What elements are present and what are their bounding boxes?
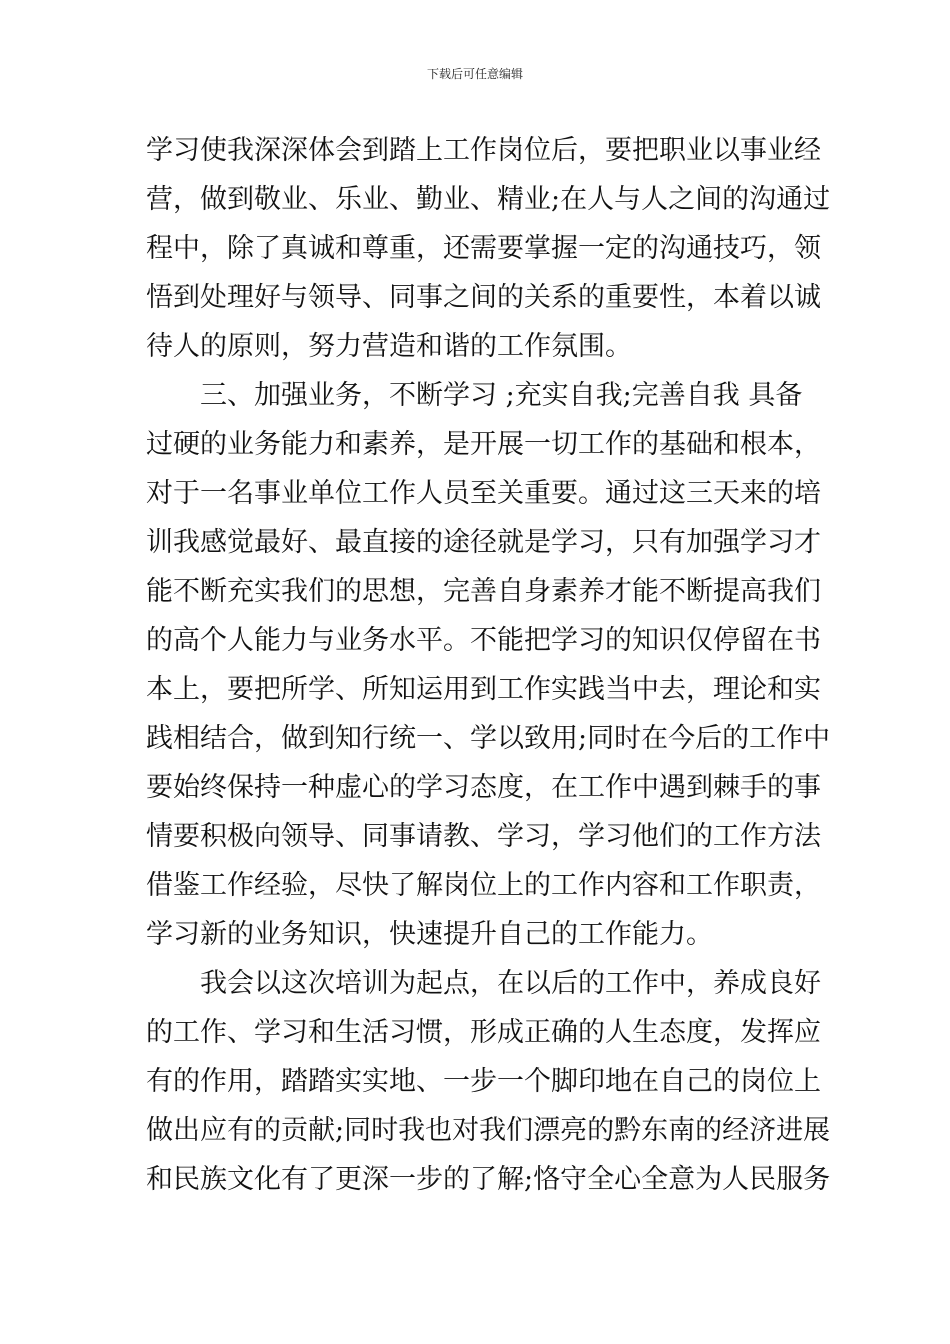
text-line: 和民族文化有了更深一步的了解;恪守全心全意为人民服务 [146,1164,831,1195]
paragraph-start-line: 三、加强业务，不断学习 ;充实自我;完善自我 具备 [200,380,803,411]
page-header: 下载后可任意编辑 [426,67,523,81]
text-line: 借鉴工作经验，尽快了解岗位上的工作内容和工作职责， [146,870,821,901]
text-line: 学习新的业务知识，快速提升自己的工作能力。 [146,919,713,950]
text-line: 的高个人能力与业务水平。不能把学习的知识仅停留在书 [146,625,821,656]
text-line: 待人的原则，努力营造和谐的工作氛围。 [146,331,632,362]
text-line: 做出应有的贡献;同时我也对我们漂亮的黔东南的经济进展 [146,1115,831,1146]
text-line: 营，做到敬业、乐业、勤业、精业;在人与人之间的沟通过 [146,184,831,215]
text-line: 践相结合，做到知行统一、学以致用;同时在今后的工作中 [146,723,831,754]
text-line: 训我感觉最好、最直接的途径就是学习，只有加强学习才 [146,527,821,558]
text-line: 悟到处理好与领导、同事之间的关系的重要性，本着以诚 [146,282,821,313]
text-line: 对于一名事业单位工作人员至关重要。通过这三天来的培 [146,478,821,509]
paragraph-start-line: 我会以这次培训为起点，在以后的工作中，养成良好 [200,968,821,999]
text-line: 能不断充实我们的思想，完善自身素养才能不断提高我们 [146,576,821,607]
text-line: 本上，要把所学、所知运用到工作实践当中去，理论和实 [146,674,821,705]
text-line: 过硬的业务能力和素养，是开展一切工作的基础和根本， [146,429,821,460]
document-body [146,126,831,1204]
text-line: 程中，除了真诚和尊重，还需要掌握一定的沟通技巧，领 [146,233,821,264]
text-line: 情要积极向领导、同事请教、学习，学习他们的工作方法 [146,821,821,852]
text-line: 的工作、学习和生活习惯，形成正确的人生态度，发挥应 [146,1017,821,1048]
text-line: 要始终保持一种虚心的学习态度，在工作中遇到棘手的事 [146,772,821,803]
text-line: 有的作用，踏踏实实地、一步一个脚印地在自己的岗位上 [146,1066,821,1097]
text-line: 学习使我深深体会到踏上工作岗位后，要把职业以事业经 [146,135,821,166]
